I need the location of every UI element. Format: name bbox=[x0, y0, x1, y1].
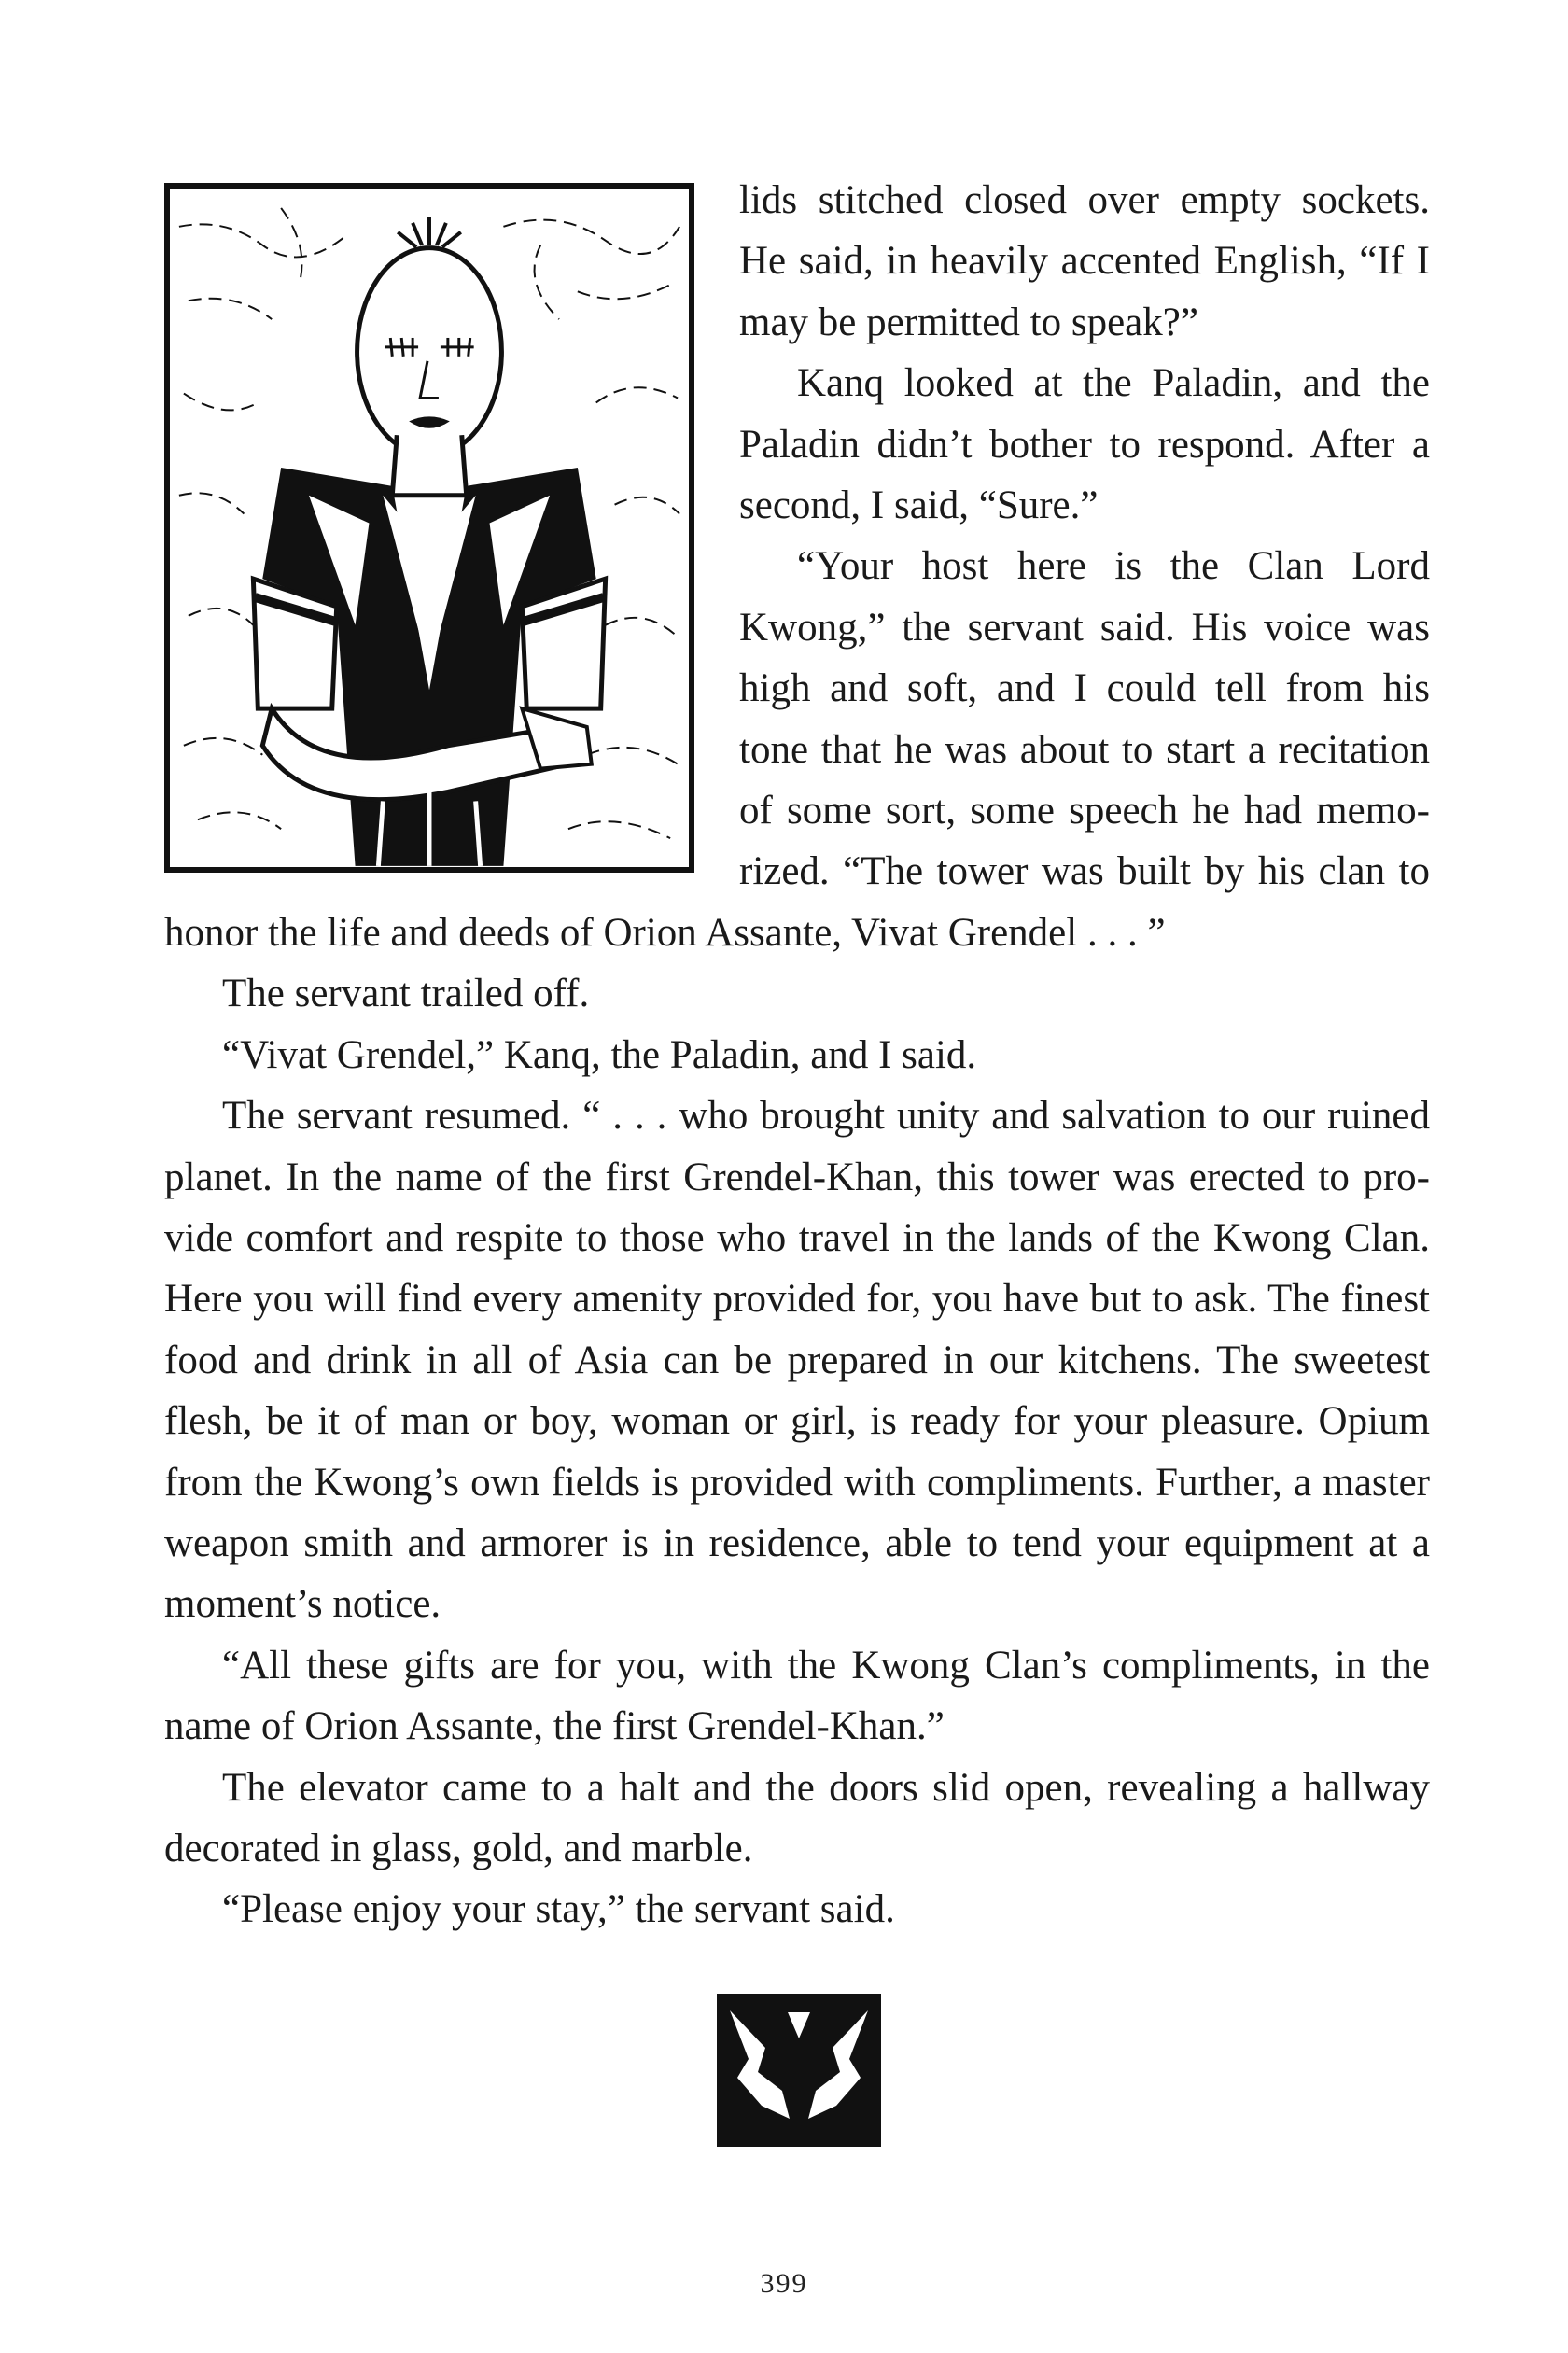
mask-ornament-icon bbox=[717, 1994, 881, 2147]
paragraph-8: The elevator came to a halt and the doors slid open, revealing a hallway decorated in glass, gold, and marble. bbox=[164, 1765, 1430, 1870]
servant-drawing-icon bbox=[170, 189, 689, 867]
section-ornament bbox=[717, 1994, 881, 2147]
paragraph-1: lids stitched closed over empty sockets. He said, in heavily accented English, “If I may be permitted to speak?” bbox=[739, 178, 1430, 344]
body-text bbox=[164, 170, 1430, 1940]
page-number: 399 bbox=[760, 2268, 808, 2299]
paragraph-6: The servant resumed. “ . . . who brought unity and salvation to our ruined planet. In the name of the first Grendel-Khan, this tower was erected to provide comfort and respite to those who travel in the lands of the Kwong Clan. Here you will find every amenity provided for, you have but to ask. The finest food and drink in all of Asia can be prepared in our kitchens. The sweetest flesh, be it of man or boy, woman or girl, is ready for your pleasure. Opium from the Kwong’s own fields is provided with compliments. Further, a master weapon smith and armorer is in residence, able to tend your equipment at a moment’s notice. bbox=[164, 1094, 1430, 1627]
paragraph-2: Kanq looked at the Paladin, and the Paladin didn’t bother to respond. After a second, I said, “Sure.” bbox=[739, 361, 1430, 528]
servant-illustration bbox=[164, 183, 694, 873]
paragraph-7: “All these gifts are for you, with the Kwong Clan’s compliments, in the name of Orion Assante, the first Grendel-Khan.” bbox=[164, 1643, 1430, 1749]
paragraph-5: “Vivat Grendel,” Kanq, the Paladin, and I said. bbox=[222, 1032, 977, 1077]
paragraph-9: “Please enjoy your stay,” the servant said. bbox=[222, 1887, 895, 1932]
paragraph-4: The servant trailed off. bbox=[222, 972, 590, 1016]
paragraph-3: “Your host here is the Clan Lord Kwong,” the servant said. His voice was high and soft, and I could tell from his tone that he was about to start a recitation of some sort, some speech he had memorized. “The tower was built by his clan to honor the life and deeds of Orion Assante, Vivat Grendel . . . ” bbox=[164, 544, 1430, 955]
